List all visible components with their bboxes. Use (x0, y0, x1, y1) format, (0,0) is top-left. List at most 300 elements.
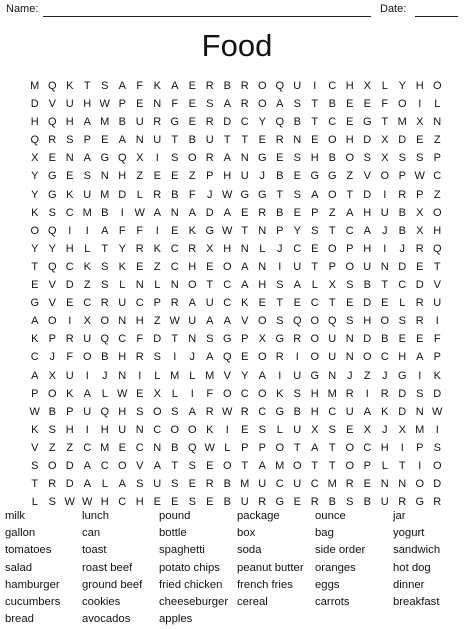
grid-letter: P (258, 441, 266, 454)
grid-letter: H (415, 80, 424, 92)
grid-letter: J (399, 242, 405, 255)
grid-letter: B (118, 116, 126, 129)
grid-letter: Y (293, 224, 301, 237)
grid-letter: D (398, 134, 407, 147)
grid-row (26, 240, 446, 258)
grid-letter: N (258, 224, 267, 237)
word-column (237, 508, 304, 611)
grid-letter: P (153, 297, 161, 310)
grid-letter: N (170, 279, 179, 292)
grid-letter: T (83, 80, 91, 92)
grid-letter: A (83, 478, 91, 491)
word-item: breakfast (393, 595, 440, 608)
grid-letter: D (398, 405, 407, 418)
grid-letter: H (30, 116, 39, 129)
grid-letter: E (258, 297, 266, 310)
grid-letter: D (363, 134, 372, 147)
word-item: can (82, 527, 101, 540)
grid-letter: O (310, 351, 320, 364)
grid-letter: T (241, 224, 249, 237)
grid-letter: B (171, 441, 179, 454)
grid-letter: V (48, 98, 56, 111)
grid-letter: O (257, 351, 267, 364)
grid-letter: A (223, 98, 231, 111)
grid-letter: O (345, 152, 355, 165)
grid-letter: S (83, 170, 91, 183)
grid-letter: I (400, 441, 404, 454)
grid-letter: W (432, 405, 443, 418)
grid-letter: I (120, 206, 124, 219)
grid-letter: Q (432, 242, 442, 255)
grid-letter: M (170, 369, 180, 382)
grid-letter: W (29, 405, 40, 418)
grid-letter: N (240, 152, 249, 165)
grid-letter: R (345, 478, 354, 491)
word-item: ounce (315, 510, 346, 522)
grid-letter: J (277, 242, 283, 255)
grid-letter: A (223, 206, 231, 219)
grid-letter: N (153, 98, 162, 111)
grid-letter: R (398, 496, 407, 509)
grid-letter: C (258, 405, 267, 418)
grid-letter: I (85, 369, 89, 382)
grid-letter: K (66, 80, 74, 92)
grid-letter: T (311, 260, 319, 273)
grid-letter: D (415, 279, 424, 292)
grid-letter: B (293, 405, 301, 418)
worksheet-header (6, 3, 468, 19)
grid-letter: P (433, 152, 441, 165)
grid-letter: W (222, 405, 233, 418)
grid-letter: C (328, 80, 337, 92)
grid-letter: D (398, 387, 407, 400)
grid-letter: A (83, 152, 91, 165)
grid-letter: B (398, 224, 406, 237)
word-item: spaghetti (159, 544, 205, 557)
grid-letter: D (363, 297, 372, 310)
grid-letter: P (241, 441, 249, 454)
grid-letter: K (433, 369, 441, 382)
grid-letter: R (398, 188, 407, 201)
grid-letter: P (433, 351, 441, 364)
word-item: toast (82, 544, 107, 557)
grid-letter: O (432, 206, 442, 219)
grid-letter: I (278, 260, 282, 273)
grid-letter: N (380, 478, 389, 491)
grid-letter: G (415, 496, 425, 509)
word-item: fried chicken (159, 578, 223, 591)
grid-letter: E (66, 297, 74, 310)
grid-letter: I (418, 459, 422, 472)
grid-letter: S (66, 134, 74, 147)
grid-letter: H (100, 496, 109, 509)
grid-letter: H (223, 170, 232, 183)
grid-letter: S (276, 279, 284, 292)
grid-letter: A (363, 405, 371, 418)
grid-letter: A (31, 369, 39, 382)
grid-row (26, 149, 446, 167)
grid-letter: N (328, 369, 337, 382)
grid-letter: Q (47, 116, 57, 129)
grid-letter: H (83, 98, 92, 111)
grid-letter: S (48, 206, 56, 219)
grid-letter: U (240, 496, 249, 509)
grid-letter: S (48, 423, 56, 436)
grid-letter: E (293, 496, 301, 509)
grid-letter: C (100, 459, 109, 472)
grid-letter: Y (31, 188, 39, 201)
grid-letter: I (365, 387, 369, 400)
grid-letter: S (188, 459, 196, 472)
grid-letter: N (433, 116, 442, 129)
grid-letter: A (31, 315, 39, 328)
word-column (315, 508, 365, 611)
grid-letter: R (275, 134, 284, 147)
grid-letter: H (380, 441, 389, 454)
grid-letter: G (205, 224, 215, 237)
grid-letter: R (415, 297, 424, 310)
grid-letter: K (66, 188, 74, 201)
grid-letter: H (310, 405, 319, 418)
grid-letter: I (295, 351, 299, 364)
grid-letter: X (83, 315, 91, 328)
word-item: peanut butter (237, 561, 304, 574)
grid-letter: M (205, 369, 215, 382)
grid-letter: O (345, 459, 355, 472)
grid-letter: D (30, 98, 39, 111)
grid-letter: G (362, 116, 372, 129)
grid-letter: W (117, 387, 128, 400)
grid-letter: P (66, 405, 74, 418)
grid-letter: Q (30, 134, 40, 147)
grid-letter: C (30, 351, 39, 364)
grid-letter: J (49, 351, 55, 364)
grid-row (26, 95, 446, 113)
grid-letter: N (65, 152, 74, 165)
grid-letter: L (119, 279, 126, 292)
word-item: bag (315, 527, 334, 540)
grid-letter: X (153, 387, 161, 400)
word-column (82, 508, 142, 628)
grid-letter: I (418, 369, 422, 382)
grid-letter: M (327, 387, 337, 400)
grid-letter: R (433, 496, 442, 509)
grid-letter: N (258, 260, 267, 273)
grid-letter: G (327, 170, 337, 183)
grid-letter: L (154, 279, 161, 292)
grid-letter: A (311, 188, 319, 201)
word-item: box (237, 527, 256, 540)
grid-letter: A (241, 279, 249, 292)
grid-letter: E (118, 441, 126, 454)
grid-row (26, 312, 446, 330)
grid-letter: Q (100, 405, 110, 418)
grid-letter: S (311, 224, 319, 237)
grid-letter: H (363, 242, 372, 255)
grid-letter: T (276, 297, 284, 310)
grid-letter: I (383, 242, 387, 255)
grid-letter: V (241, 315, 249, 328)
grid-letter: A (118, 478, 126, 491)
grid-letter: G (170, 116, 180, 129)
grid-letter: L (259, 242, 266, 255)
grid-row (26, 167, 446, 185)
grid-letter: T (328, 297, 336, 310)
grid-letter: E (171, 224, 179, 237)
grid-letter: Z (48, 441, 56, 454)
grid-letter: R (310, 496, 319, 509)
grid-letter: X (381, 134, 389, 147)
grid-letter: B (398, 206, 406, 219)
grid-letter: H (310, 387, 319, 400)
grid-letter: E (171, 496, 179, 509)
grid-letter: H (345, 134, 354, 147)
grid-letter: N (100, 170, 109, 183)
grid-row (26, 330, 446, 348)
grid-letter: O (47, 387, 57, 400)
grid-letter: H (223, 242, 232, 255)
grid-letter: M (240, 478, 250, 491)
grid-letter: U (153, 134, 162, 147)
grid-letter: H (135, 496, 144, 509)
grid-letter: T (311, 459, 319, 472)
grid-letter: J (347, 369, 353, 382)
grid-letter: X (206, 242, 214, 255)
grid-letter: K (381, 405, 389, 418)
grid-letter: E (241, 423, 249, 436)
grid-letter: A (416, 351, 424, 364)
grid-letter: O (345, 441, 355, 454)
grid-letter: O (257, 80, 267, 92)
grid-letter: Y (31, 170, 39, 183)
grid-letter: C (170, 260, 179, 273)
grid-letter: C (118, 333, 127, 346)
grid-letter: A (171, 80, 179, 92)
grid-letter: G (275, 405, 285, 418)
word-item: hamburger (5, 578, 60, 591)
grid-letter: R (48, 478, 57, 491)
word-item: pound (159, 510, 191, 522)
grid-letter: P (346, 242, 354, 255)
grid-letter: Z (433, 134, 441, 147)
grid-row (26, 385, 446, 403)
grid-letter: C (310, 478, 319, 491)
grid-letter: T (346, 188, 354, 201)
grid-letter: I (435, 315, 439, 328)
grid-letter: U (293, 80, 302, 92)
grid-letter: S (101, 279, 109, 292)
grid-letter: E (188, 116, 196, 129)
grid-letter: E (241, 351, 249, 364)
word-item: hot dog (393, 561, 431, 574)
grid-letter: H (135, 315, 144, 328)
grid-letter: C (83, 297, 92, 310)
grid-letter: L (101, 387, 108, 400)
grid-letter: C (223, 297, 232, 310)
grid-letter: F (188, 188, 196, 201)
grid-letter: T (381, 279, 389, 292)
grid-letter: U (118, 297, 127, 310)
grid-letter: P (416, 188, 424, 201)
grid-letter: A (188, 405, 196, 418)
grid-letter: S (346, 315, 354, 328)
grid-letter: Z (188, 170, 196, 183)
grid-letter: H (363, 206, 372, 219)
grid-row (26, 403, 446, 421)
grid-letter: P (398, 170, 406, 183)
grid-letter: A (258, 369, 266, 382)
grid-letter: H (310, 152, 319, 165)
grid-letter: U (205, 134, 214, 147)
grid-letter: S (398, 152, 406, 165)
grid-letter: Y (241, 369, 249, 382)
grid-letter: T (293, 441, 301, 454)
grid-letter: O (47, 459, 57, 472)
grid-letter: T (223, 134, 231, 147)
grid-letter: E (363, 478, 371, 491)
grid-letter: A (83, 116, 91, 129)
grid-letter: X (363, 423, 371, 436)
grid-letter: T (241, 134, 249, 147)
grid-row (26, 258, 446, 276)
grid-letter: S (48, 496, 56, 509)
grid-letter: E (416, 134, 424, 147)
grid-letter: C (65, 260, 74, 273)
grid-letter: O (100, 315, 110, 328)
grid-row (26, 421, 446, 439)
grid-letter: B (188, 134, 196, 147)
grid-letter: P (118, 98, 126, 111)
grid-letter: E (311, 134, 319, 147)
grid-letter: H (118, 170, 127, 183)
grid-letter: S (206, 333, 214, 346)
grid-letter: O (222, 260, 232, 273)
grid-letter: G (240, 188, 250, 201)
word-item: gallon (5, 527, 36, 540)
grid-letter: E (136, 387, 144, 400)
grid-letter: F (171, 98, 179, 111)
grid-letter: X (416, 224, 424, 237)
grid-letter: P (31, 387, 39, 400)
grid-letter: C (328, 116, 337, 129)
grid-letter: C (240, 387, 249, 400)
grid-letter: C (398, 279, 407, 292)
grid-letter: D (223, 116, 232, 129)
grid-letter: I (278, 369, 282, 382)
grid-letter: S (153, 351, 161, 364)
grid-letter: N (398, 478, 407, 491)
grid-letter: U (118, 423, 127, 436)
grid-letter: R (258, 496, 267, 509)
grid-letter: W (222, 188, 233, 201)
grid-letter: E (398, 333, 406, 346)
grid-letter: A (241, 260, 249, 273)
grid-letter: E (171, 170, 179, 183)
grid-letter: N (135, 279, 144, 292)
grid-letter: U (65, 98, 74, 111)
grid-letter: B (223, 496, 231, 509)
grid-letter: C (328, 405, 337, 418)
grid-row (26, 439, 446, 457)
grid-letter: C (65, 206, 74, 219)
grid-letter: O (415, 478, 425, 491)
grid-letter: I (435, 423, 439, 436)
grid-letter: K (188, 224, 196, 237)
grid-letter: K (153, 80, 161, 92)
grid-letter: G (100, 152, 110, 165)
grid-letter: M (30, 80, 40, 92)
grid-letter: N (153, 441, 162, 454)
grid-letter: B (101, 206, 109, 219)
grid-letter: B (363, 496, 371, 509)
grid-letter: D (363, 333, 372, 346)
grid-letter: N (118, 315, 127, 328)
grid-letter: E (136, 98, 144, 111)
word-item: dinner (393, 578, 425, 591)
grid-letter: D (433, 478, 442, 491)
grid-letter: Q (222, 351, 232, 364)
grid-letter: R (258, 206, 267, 219)
grid-letter: R (240, 80, 249, 92)
grid-letter: F (381, 98, 389, 111)
grid-letter: R (293, 333, 302, 346)
grid-letter: R (275, 351, 284, 364)
grid-letter: X (48, 369, 56, 382)
grid-letter: B (223, 80, 231, 92)
grid-letter: A (118, 80, 126, 92)
grid-letter: S (328, 423, 336, 436)
grid-letter: O (257, 98, 267, 111)
grid-letter: O (380, 170, 390, 183)
grid-letter: R (205, 152, 214, 165)
grid-letter: S (398, 315, 406, 328)
grid-letter: J (189, 351, 195, 364)
grid-letter: O (257, 315, 267, 328)
grid-letter: C (380, 351, 389, 364)
grid-letter: N (240, 242, 249, 255)
grid-letter: M (100, 188, 110, 201)
grid-letter: U (240, 170, 249, 183)
word-item: bottle (159, 527, 187, 540)
word-item: tomatoes (5, 544, 52, 557)
grid-letter: T (328, 224, 336, 237)
grid-letter: L (31, 496, 38, 509)
grid-letter: A (153, 459, 161, 472)
grid-letter: K (241, 297, 249, 310)
grid-letter: U (83, 333, 92, 346)
grid-letter: U (328, 351, 337, 364)
grid-letter: L (136, 188, 143, 201)
grid-letter: B (328, 98, 336, 111)
grid-letter: Z (328, 206, 336, 219)
grid-letter: E (48, 152, 56, 165)
grid-letter: X (363, 80, 371, 92)
grid-letter: O (47, 315, 57, 328)
grid-letter: A (258, 459, 266, 472)
word-item: package (237, 510, 280, 522)
grid-letter: O (82, 351, 92, 364)
grid-letter: I (68, 224, 72, 237)
grid-letter: O (432, 80, 442, 92)
grid-letter: C (153, 423, 162, 436)
grid-letter: E (293, 297, 301, 310)
grid-letter: N (135, 134, 144, 147)
grid-letter: R (153, 188, 162, 201)
grid-letter: A (223, 152, 231, 165)
grid-letter: A (153, 206, 161, 219)
grid-letter: R (205, 80, 214, 92)
grid-letter: A (188, 297, 196, 310)
